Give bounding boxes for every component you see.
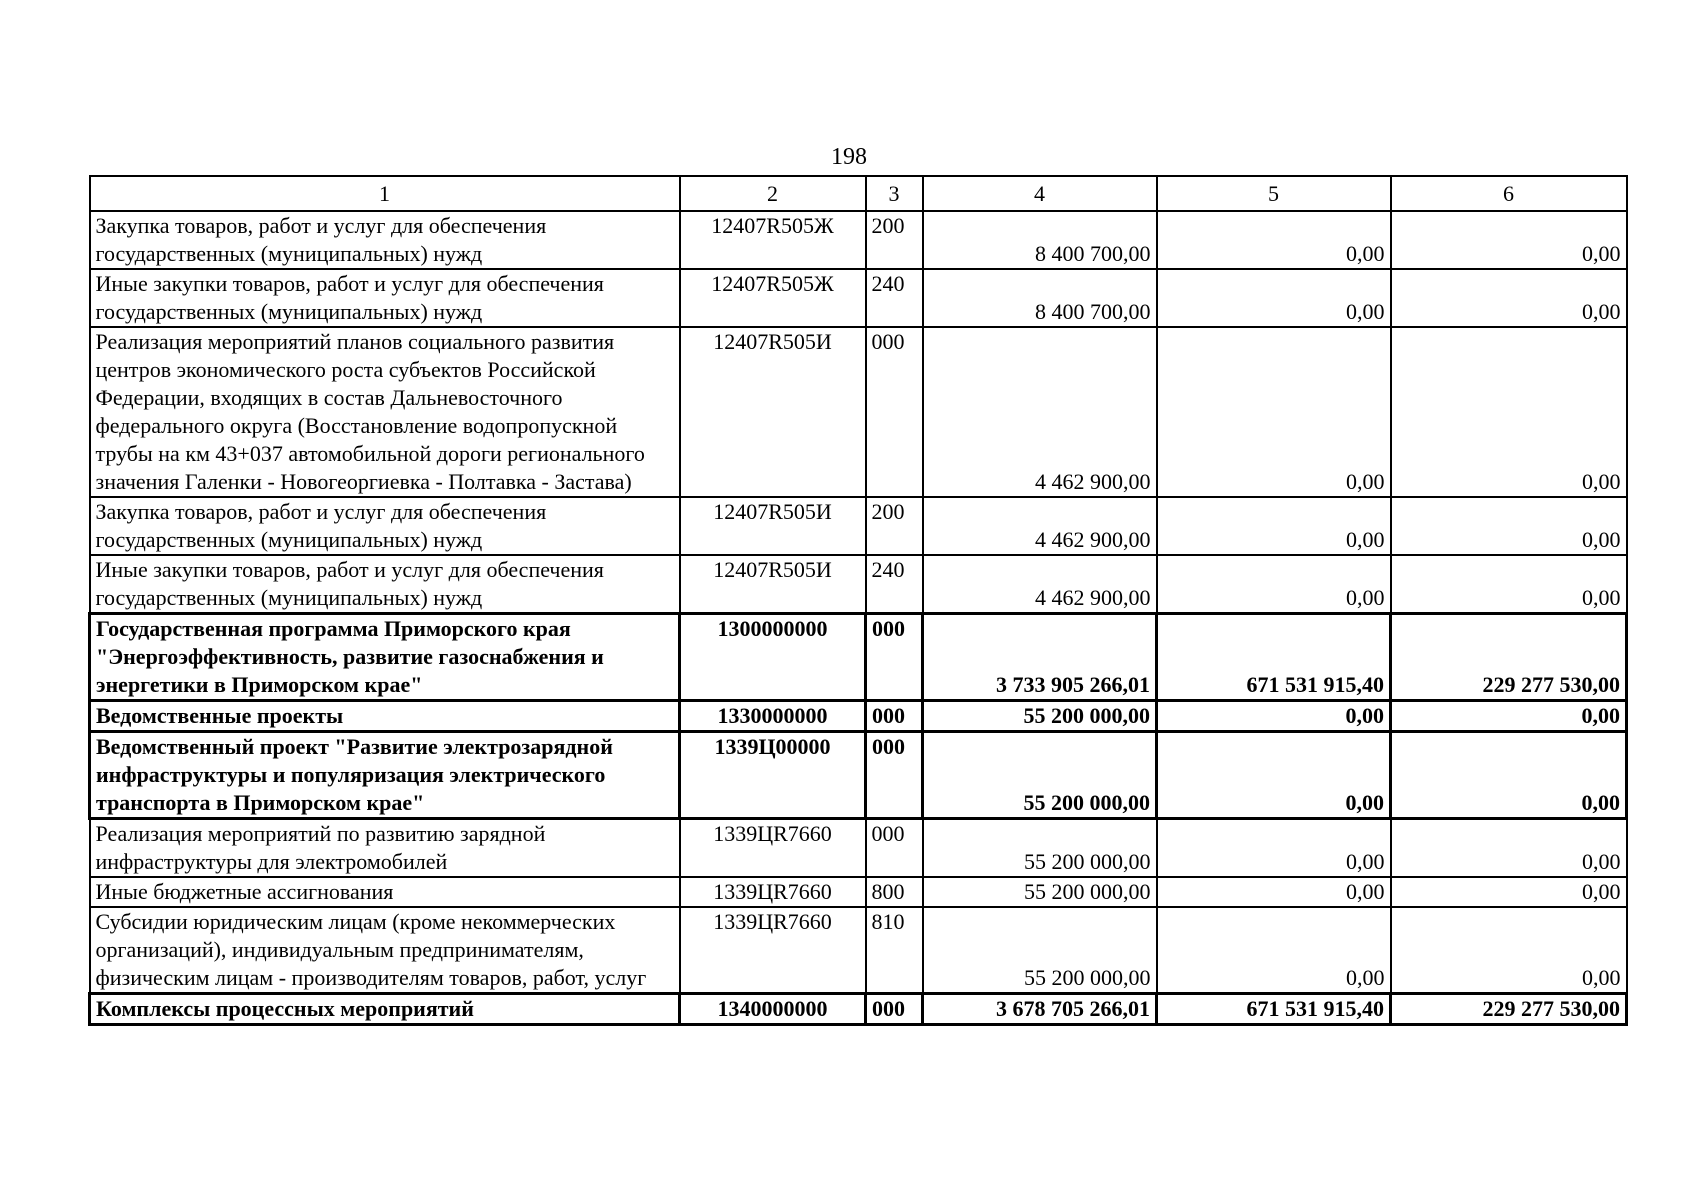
row-value-col5: 0,00: [1157, 269, 1391, 327]
row-value-col4: 8 400 700,00: [923, 269, 1157, 327]
row-code: 1339Ц00000: [680, 732, 866, 819]
row-expense-type: 240: [866, 269, 923, 327]
table-row: [90, 732, 1627, 819]
table-row: [90, 701, 1627, 732]
row-expense-type: 000: [866, 614, 923, 701]
row-code: 12407R505Ж: [680, 211, 866, 269]
row-name: Ведомственные проекты: [90, 701, 680, 732]
row-value-col6: 0,00: [1391, 819, 1627, 878]
row-value-col4: 4 462 900,00: [923, 555, 1157, 614]
row-name: Иные закупки товаров, работ и услуг для обеспечения государственных (муниципальных) нужд: [90, 555, 680, 614]
table-row: [90, 819, 1627, 878]
row-value-col5: 0,00: [1157, 327, 1391, 497]
column-header: 3: [866, 176, 923, 211]
row-value-col6: 0,00: [1391, 211, 1627, 269]
row-code: 12407R505И: [680, 327, 866, 497]
row-name: Закупка товаров, работ и услуг для обеспечения государственных (муниципальных) нужд: [90, 497, 680, 555]
row-expense-type: 800: [866, 877, 923, 907]
row-name: Иные закупки товаров, работ и услуг для обеспечения государственных (муниципальных) нужд: [90, 269, 680, 327]
row-code: 1300000000: [680, 614, 866, 701]
row-value-col5: 671 531 915,40: [1157, 614, 1391, 701]
row-name: Государственная программа Приморского края "Энергоэффективность, развитие газоснабжения и энергетики в Приморском крае": [90, 614, 680, 701]
row-expense-type: 200: [866, 497, 923, 555]
row-value-col6: 0,00: [1391, 269, 1627, 327]
row-code: 1339ЦR7660: [680, 819, 866, 878]
row-value-col6: 0,00: [1391, 701, 1627, 732]
row-expense-type: 240: [866, 555, 923, 614]
row-name: Комплексы процессных мероприятий: [90, 994, 680, 1025]
row-value-col4: 55 200 000,00: [923, 732, 1157, 819]
table-row: [90, 877, 1627, 907]
row-value-col5: 671 531 915,40: [1157, 994, 1391, 1025]
row-value-col5: 0,00: [1157, 211, 1391, 269]
row-code: 1340000000: [680, 994, 866, 1025]
row-value-col4: 4 462 900,00: [923, 327, 1157, 497]
row-code: 1339ЦR7660: [680, 907, 866, 994]
row-value-col4: 3 733 905 266,01: [923, 614, 1157, 701]
table-row: [90, 211, 1627, 269]
row-value-col6: 0,00: [1391, 497, 1627, 555]
column-header: 5: [1157, 176, 1391, 211]
row-value-col5: 0,00: [1157, 555, 1391, 614]
table-row: [90, 907, 1627, 994]
row-name: Реализация мероприятий по развитию зарядной инфраструктуры для электромобилей: [90, 819, 680, 878]
row-value-col6: 0,00: [1391, 907, 1627, 994]
row-name: Закупка товаров, работ и услуг для обеспечения государственных (муниципальных) нужд: [90, 211, 680, 269]
budget-table: [88, 175, 1628, 1026]
row-value-col5: 0,00: [1157, 907, 1391, 994]
row-expense-type: 000: [866, 701, 923, 732]
row-value-col4: 8 400 700,00: [923, 211, 1157, 269]
row-value-col6: 229 277 530,00: [1391, 994, 1627, 1025]
row-value-col5: 0,00: [1157, 732, 1391, 819]
row-name: Иные бюджетные ассигнования: [90, 877, 680, 907]
table-row: [90, 497, 1627, 555]
row-value-col4: 3 678 705 266,01: [923, 994, 1157, 1025]
row-value-col6: 0,00: [1391, 327, 1627, 497]
row-value-col5: 0,00: [1157, 877, 1391, 907]
column-header: 1: [90, 176, 680, 211]
row-value-col6: 0,00: [1391, 877, 1627, 907]
row-value-col4: 55 200 000,00: [923, 877, 1157, 907]
table-row: [90, 994, 1627, 1025]
row-code: 12407R505И: [680, 497, 866, 555]
row-value-col5: 0,00: [1157, 819, 1391, 878]
row-value-col4: 4 462 900,00: [923, 497, 1157, 555]
row-value-col5: 0,00: [1157, 497, 1391, 555]
row-value-col4: 55 200 000,00: [923, 701, 1157, 732]
row-expense-type: 000: [866, 994, 923, 1025]
row-name: Ведомственный проект "Развитие электрозарядной инфраструктуры и популяризация электрического транспорта в Приморском крае": [90, 732, 680, 819]
table-row: [90, 555, 1627, 614]
row-code: 1339ЦR7660: [680, 877, 866, 907]
row-code: 12407R505И: [680, 555, 866, 614]
row-value-col5: 0,00: [1157, 701, 1391, 732]
row-expense-type: 000: [866, 732, 923, 819]
column-header: 6: [1391, 176, 1627, 211]
row-value-col6: 0,00: [1391, 732, 1627, 819]
row-expense-type: 000: [866, 327, 923, 497]
table-row: [90, 327, 1627, 497]
row-value-col6: 0,00: [1391, 555, 1627, 614]
table-row: [90, 269, 1627, 327]
row-expense-type: 810: [866, 907, 923, 994]
row-value-col4: 55 200 000,00: [923, 907, 1157, 994]
row-expense-type: 200: [866, 211, 923, 269]
column-header: 4: [923, 176, 1157, 211]
row-code: 1330000000: [680, 701, 866, 732]
row-name: Реализация мероприятий планов социального развития центров экономического роста субъектов Российской Федерации, входящих в состав Дальневосточного федерального округа (Восстановление водопропускной трубы на км 43+037 автомобильной дороги регионального значения Галенки - Новогеоргиевка - Полтавка - Застава): [90, 327, 680, 497]
row-code: 12407R505Ж: [680, 269, 866, 327]
column-header: 2: [680, 176, 866, 211]
page-number: 198: [831, 144, 867, 170]
table-row: [90, 614, 1627, 701]
row-name: Субсидии юридическим лицам (кроме некоммерческих организаций), индивидуальным предпринимателям, физическим лицам - производителям товаров, работ, услуг: [90, 907, 680, 994]
row-expense-type: 000: [866, 819, 923, 878]
row-value-col4: 55 200 000,00: [923, 819, 1157, 878]
row-value-col6: 229 277 530,00: [1391, 614, 1627, 701]
table-header-row: [90, 176, 1627, 211]
